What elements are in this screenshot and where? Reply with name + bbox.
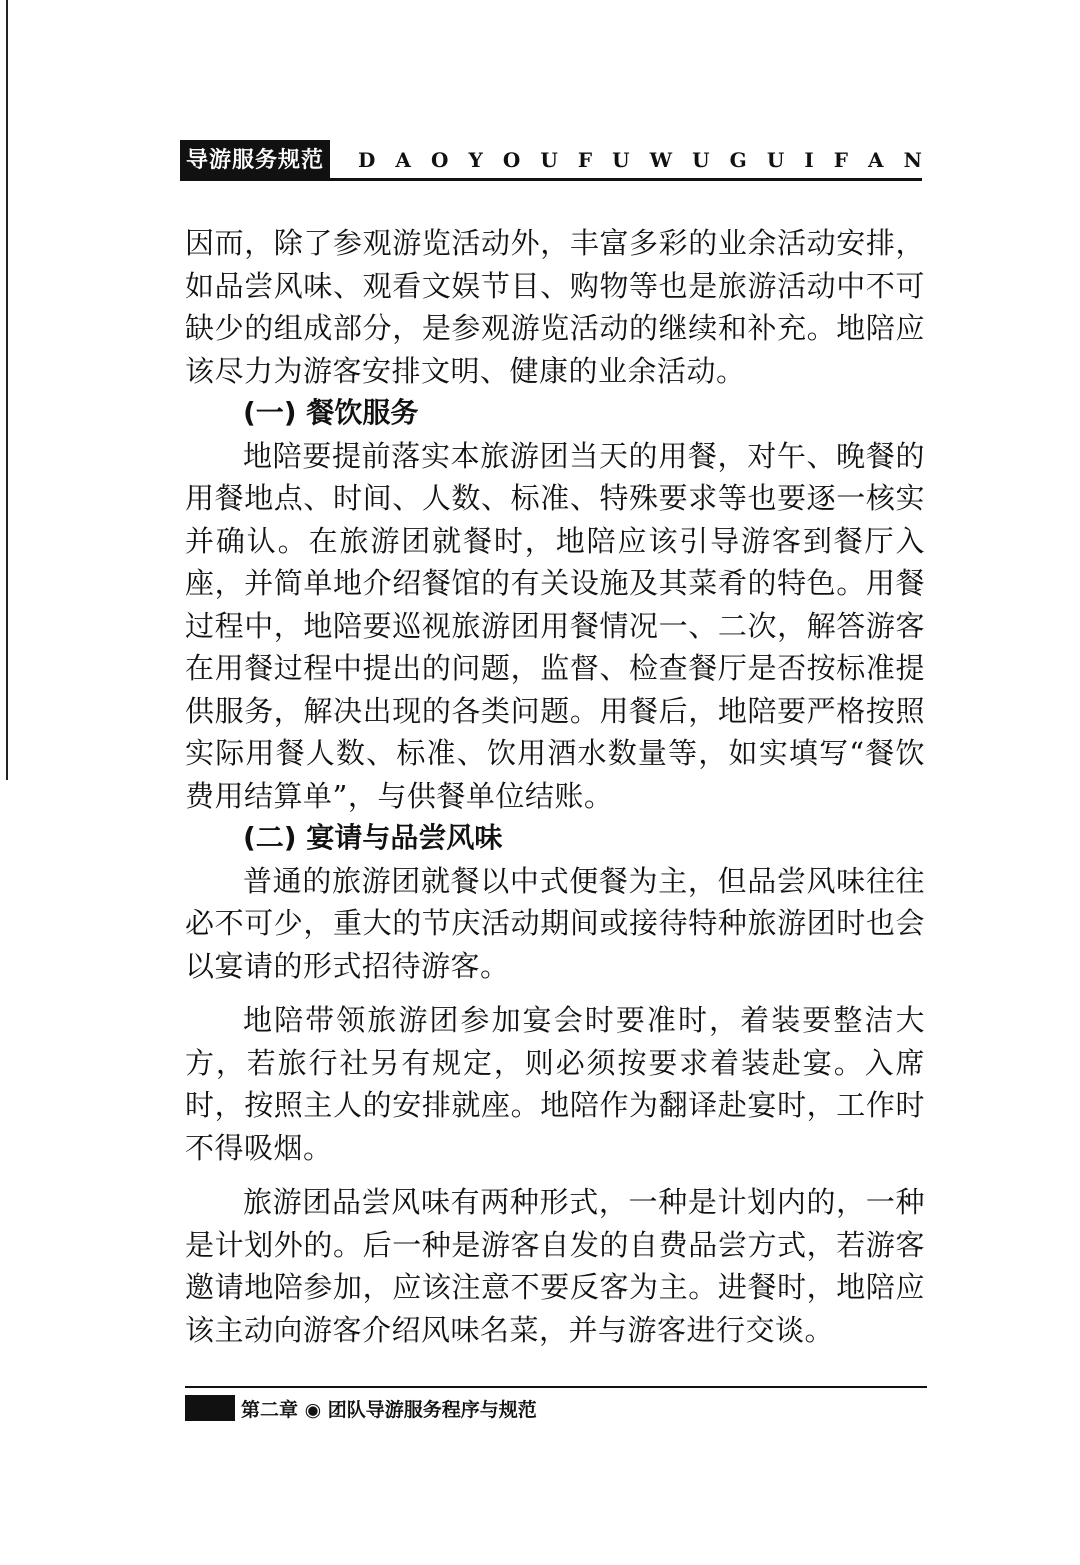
paragraph-local-flavor: 旅游团品尝风味有两种形式，一种是计划内的，一种是计划外的。后一种是游客自发的自费品尝方式，若游客邀请地陪参加，应该注意不要反客为主。进餐时，地陪应该主动向游客介绍风味名菜，并与游客进行交谈。 (185, 1185, 925, 1347)
paragraph-gap (185, 1169, 925, 1181)
running-footer (185, 1393, 537, 1423)
header-letter: G (729, 148, 747, 172)
header-letter: F (833, 148, 848, 172)
paragraph-intro: 因而，除了参观游览活动外，丰富多彩的业余活动安排，如品尝风味、观看文娱节目、购物等也是旅游活动中不可缺少的组成部分，是参观游览活动的继续和补充。地陪应该尽力为游客安排文明、健康的业余活动。 (185, 226, 925, 388)
section-heading-banquet: (二) 宴请与品尝风味 (243, 821, 503, 854)
scan-edge-line (6, 0, 8, 780)
header-letter: O (431, 148, 449, 172)
page-body (185, 222, 925, 1351)
header-letter: U (692, 148, 710, 172)
header-letter: F (577, 148, 593, 172)
footer-chapter-title: 第二章 ◉ 团队导游服务程序与规范 (241, 1398, 537, 1421)
header-letter: A (395, 148, 411, 172)
footer-rule (185, 1386, 927, 1388)
header-letter: Y (468, 148, 483, 172)
header-letter: A (868, 148, 884, 172)
header-letter: U (540, 148, 558, 172)
header-letter: W (649, 148, 673, 172)
footer-black-block (185, 1395, 235, 1421)
header-letter: I (804, 148, 814, 172)
header-letter: U (612, 148, 630, 172)
header-letter: N (903, 148, 922, 172)
header-pinyin-letters (358, 140, 922, 180)
paragraph-banquet-etiquette: 地陪带领旅游团参加宴会时要准时，着装要整洁大方，若旅行社另有规定，则必须按要求着装赴宴。入席时，按照主人的安排就座。地陪作为翻译赴宴时，工作时不得吸烟。 (185, 1003, 925, 1165)
header-title-tab: 导游服务规范 (180, 140, 330, 180)
running-header (180, 140, 922, 180)
section-heading-dining: (一) 餐饮服务 (243, 396, 419, 429)
paragraph-banquet-intro: 普通的旅游团就餐以中式便餐为主，但品尝风味往往必不可少，重大的节庆活动期间或接待特种旅游团时也会以宴请的形式招待游客。 (185, 863, 925, 983)
header-rule (180, 178, 922, 181)
paragraph-gap (185, 987, 925, 999)
header-letter: O (502, 148, 521, 172)
paragraph-dining: 地陪要提前落实本旅游团当天的用餐，对午、晚餐的用餐地点、时间、人数、标准、特殊要求等也要逐一核实并确认。在旅游团就餐时，地陪应该引导游客到餐厅入座，并简单地介绍餐馆的有关设施及其菜肴的特色。用餐过程中，地陪要巡视旅游团用餐情况一、二次，解答游客在用餐过程中提出的问题，监督、检查餐厅是否按标准提供服务，解决出现的各类问题。用餐后，地陪要严格按照实际用餐人数、标准、饮用酒水数量等，如实填写“餐饮费用结算单”，与供餐单位结账。 (185, 438, 925, 813)
header-letter: U (766, 148, 785, 172)
header-letter: D (358, 148, 376, 172)
